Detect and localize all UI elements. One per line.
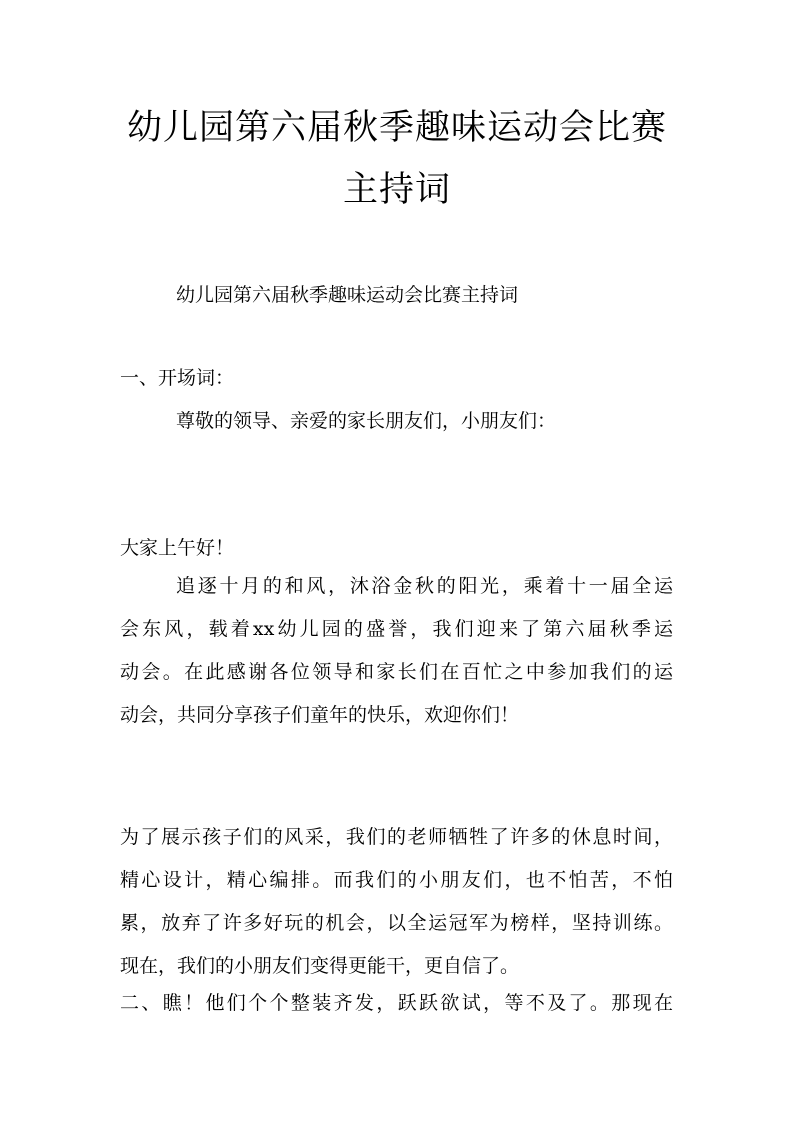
- document-title-line-2: 主持词: [342, 170, 451, 210]
- paragraph-1-line-3: 动会。在此感谢各位领导和家长们在百忙之中参加我们的运: [120, 661, 673, 683]
- paragraph-1-line-4: 动会，共同分享孩子们童年的快乐，欢迎你们！: [120, 704, 520, 726]
- document-subtitle: 幼儿园第六届秋季趣味运动会比赛主持词: [176, 284, 519, 306]
- paragraph-2-line-4: 现在，我们的小朋友们变得更能干，更自信了。: [120, 955, 520, 977]
- paragraph-1-line-1: 追逐十月的和风，沐浴金秋的阳光，乘着十一届全运: [176, 575, 673, 597]
- greeting-line: 尊敬的领导、亲爱的家长朋友们，小朋友们：: [176, 410, 557, 432]
- good-morning-line: 大家上午好！: [120, 537, 235, 559]
- document-title-line-1: 幼儿园第六届秋季趣味运动会比赛: [126, 108, 667, 148]
- section-1-heading: 一、开场词：: [120, 367, 235, 389]
- paragraph-2-line-2: 精心设计，精心编排。而我们的小朋友们，也不怕苦，不怕: [120, 869, 673, 891]
- section-2-line: 二、瞧！他们个个整装齐发，跃跃欲试，等不及了。那现在: [120, 992, 673, 1014]
- paragraph-2-line-3: 累，放弃了许多好玩的机会，以全运冠军为榜样，坚持训练。: [120, 912, 673, 934]
- paragraph-1-line-2: 会东风，载着xx幼儿园的盛誉，我们迎来了第六届秋季运: [120, 618, 673, 640]
- paragraph-2-line-1: 为了展示孩子们的风采，我们的老师牺牲了许多的休息时间，: [120, 826, 673, 848]
